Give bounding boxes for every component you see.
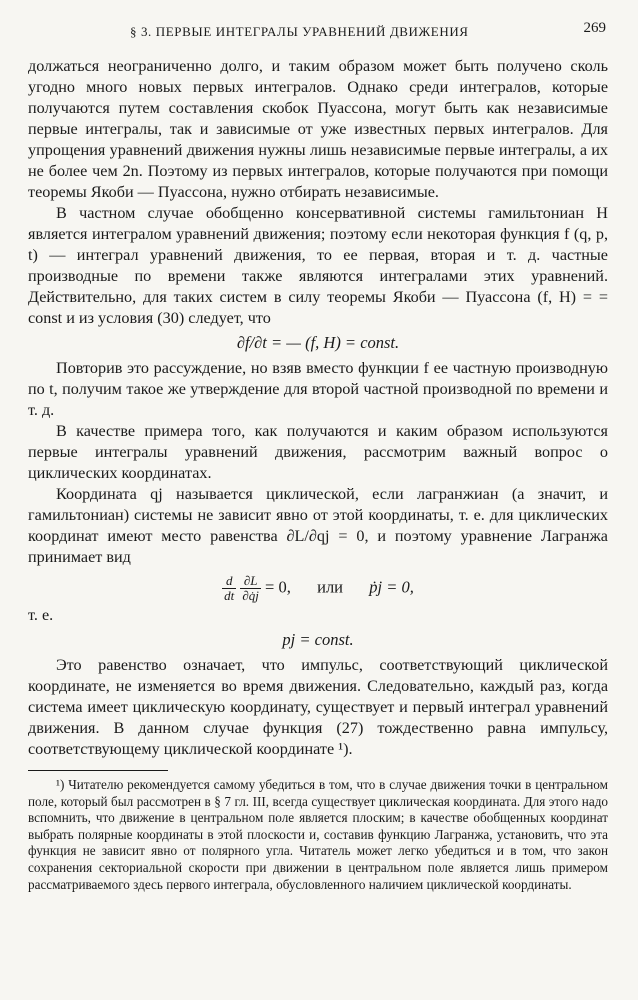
fraction-denominator: dt — [224, 588, 235, 603]
paragraph-cyclic-coordinate: Координата qj называется циклической, если лагранжиан (а значит, и гамильтониан) системы не зависит явно от этой координаты, т. е. для циклических координат имеют место равенства ∂L/∂qj = 0, и поэтому уравнение Лагранжа принимает вид — [28, 485, 608, 566]
equation-rest: = 0, — [265, 577, 291, 597]
fraction-numerator: ∂L — [240, 574, 261, 589]
equation-momentum-derivative: ṗj = 0, — [369, 577, 414, 597]
paragraph-continuation: должаться неограниченно долго, и таким образом может быть получено сколь угодно много новых первых интегралов. Однако среди интегралов, которые получаются путем составления скобок Пуассона, могут быть как независимые первые интегралы, так и зависимые от уже известных первых интегралов. Для упрощения уравнений движения нужны лишь независимые первые интегралы, а их не более чем 2n. Поэтому из первых интегралов, которые получаются при помощи теоремы Якоби — Пуассона, нужно отбирать независимые. — [28, 57, 608, 201]
main-text — [28, 56, 608, 760]
page-header — [28, 18, 608, 42]
formula-momentum-const: pj = const. — [282, 630, 354, 649]
page-number: 269 — [583, 20, 606, 36]
or-word: или — [317, 577, 344, 597]
paragraph-example-intro: В качестве примера того, как получаются и каким образом используются первые интегралы уравнений движения, рассмотрим важный вопрос о циклических координатах. — [28, 422, 608, 482]
paragraph-conservative-system: В частном случае обобщенно консервативной системы гамильтониан H является интегралом уравнений движения; поэтому если некоторая функция f (q, p, t) — интеграл уравнений движения, то ее первая, вторая и т. д. частные производные по времени также являются интегралами этих уравнений. Действительно, для таких систем в силу теоремы Якоби — Пуассона (f, H) = = const и из условия (30) следует, что — [28, 204, 608, 327]
paragraph-momentum-conservation: Это равенство означает, что импульс, соответствующий циклической координате, не изменяется во время движения. Следовательно, каждый раз, когда система имеет циклическую координату, существует и первый интеграл уравнений движения. В данном случае функция (27) тождественно равна импульсу, соответствующему циклической координате ¹). — [28, 656, 608, 758]
running-title: § 3. ПЕРВЫЕ ИНТЕГРАЛЫ УРАВНЕНИЙ ДВИЖЕНИЯ — [130, 24, 469, 39]
fraction-dl-dqdot — [240, 574, 261, 603]
fraction-numerator: d — [222, 574, 236, 589]
footnote-divider — [28, 770, 168, 771]
fraction-denominator: ∂q̇j — [242, 588, 259, 603]
paragraph-repeat-argument: Повторив это рассуждение, но взяв вместо функции f ее частную производную по t, получим такое же утверждение для второй частной производной по времени и т. д. — [28, 359, 608, 419]
formula-lagrange-equation — [28, 574, 608, 603]
formula-partial-derivative: ∂f/∂t = — (f, H) = const. — [236, 333, 400, 352]
text-te: т. е. — [28, 606, 54, 624]
fraction-d-dt — [222, 574, 236, 603]
footnote: ¹) Читателю рекомендуется самому убедиться в том, что в случае движения точки в центральном поле, который был рассмотрен в § 7 гл. III, всегда существует циклическая координата. Для этого надо вспомнить, что движение в центральном поле является плоским; в качестве обобщенных координат выбрать полярные координаты в этой плоскости и, составив функцию Лагранжа, установить, что эта функция не зависит явно от полярного угла. Читатель может легко убедиться и в том, что закон сохранения секториальной скорости при движении в центральном поле является лишь примером рассматриваемого здесь первого интеграла, обусловленного наличием циклической координаты. — [28, 777, 608, 892]
